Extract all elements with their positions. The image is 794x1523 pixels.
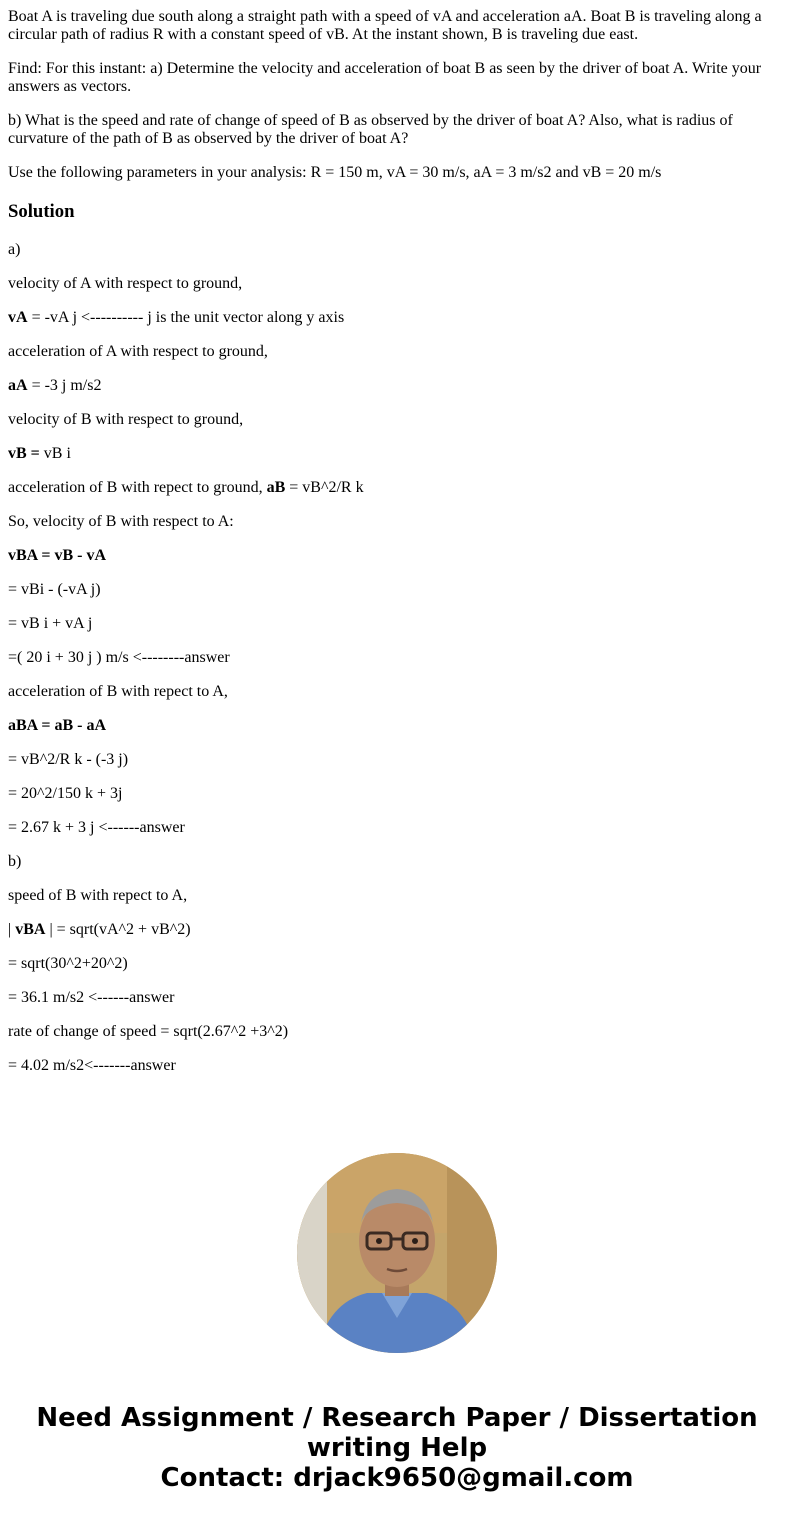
step-text: vA = -vA j <---------- j is the unit vector along y axis — [8, 309, 345, 326]
step-text: = sqrt(30^2+20^2) — [8, 955, 128, 972]
step-text: = vB i + vA j — [8, 615, 93, 632]
problem-paragraph-1: Boat A is traveling due south along a straight path with a speed of vA and acceleration aA. Boat B is traveling along a circular path of radius R with a constant speed of vB. At the instant shown, B is traveling due east. — [8, 8, 762, 43]
step-text: velocity of A with respect to ground, — [8, 275, 243, 292]
step-text: acceleration of B with repect to ground, aB = vB^2/R k — [8, 479, 364, 496]
step-text: So, velocity of B with respect to A: — [8, 513, 234, 530]
step-text: acceleration of B with repect to A, — [8, 683, 228, 700]
step-text — [8, 717, 106, 735]
author-photo — [297, 1153, 497, 1353]
problem-paragraph-3: b) What is the speed and rate of change of speed of B as observed by the driver of boat A? Also, what is radius of curvature of the path of B as observed by the driver of boat A? — [8, 112, 733, 147]
step-text: velocity of B with respect to ground, — [8, 411, 244, 428]
step-text: rate of change of speed = sqrt(2.67^2 +3^2) — [8, 1023, 289, 1040]
part-b-label: b) — [8, 853, 22, 870]
footer-contact: Contact: drjack9650@gmail.com — [160, 1463, 634, 1493]
vector-label: aB — [266, 479, 286, 496]
step-text: speed of B with repect to A, — [8, 887, 188, 904]
step-text: vB = vB i — [8, 445, 71, 462]
part-a-label: a) — [8, 241, 21, 258]
problem-statement — [8, 0, 778, 198]
step-text — [8, 547, 106, 565]
vector-equation: aBA = aB - aA — [8, 717, 107, 734]
vector-label: vA — [8, 309, 28, 326]
answer-text: = 36.1 m/s2 <------answer — [8, 989, 175, 1006]
problem-paragraph-2: Find: For this instant: a) Determine the velocity and acceleration of boat B as seen by the driver of boat A. Write your answers as vectors. — [8, 60, 762, 95]
answer-text: = 2.67 k + 3 j <------answer — [8, 819, 185, 836]
answer-text: = 4.02 m/s2<-------answer — [8, 1057, 176, 1074]
answer-text: =( 20 i + 30 j ) m/s <--------answer — [8, 649, 230, 666]
author-portrait-icon — [297, 1153, 497, 1353]
vector-label: vB = — [8, 445, 40, 462]
step-text: = vB^2/R k - (-3 j) — [8, 751, 129, 768]
vector-label: aA — [8, 377, 28, 394]
step-text: = 20^2/150 k + 3j — [8, 785, 123, 802]
footer-line: writing Help — [306, 1433, 488, 1463]
step-text: acceleration of A with respect to ground, — [8, 343, 268, 360]
vector-label: vBA — [15, 921, 46, 938]
vector-equation: vBA = vB - vA — [8, 547, 107, 564]
promo-footer — [0, 1403, 794, 1493]
problem-paragraph-4: Use the following parameters in your analysis: R = 150 m, vA = 30 m/s, aA = 3 m/s2 and vB = 20 m/s — [8, 164, 662, 181]
step-text: = vBi - (-vA j) — [8, 581, 101, 598]
footer-line: Need Assignment / Research Paper / Dissertation — [36, 1403, 758, 1433]
step-text: aA = -3 j m/s2 — [8, 377, 102, 394]
step-text: | vBA | = sqrt(vA^2 + vB^2) — [8, 921, 191, 938]
solution-heading: Solution — [8, 201, 75, 222]
